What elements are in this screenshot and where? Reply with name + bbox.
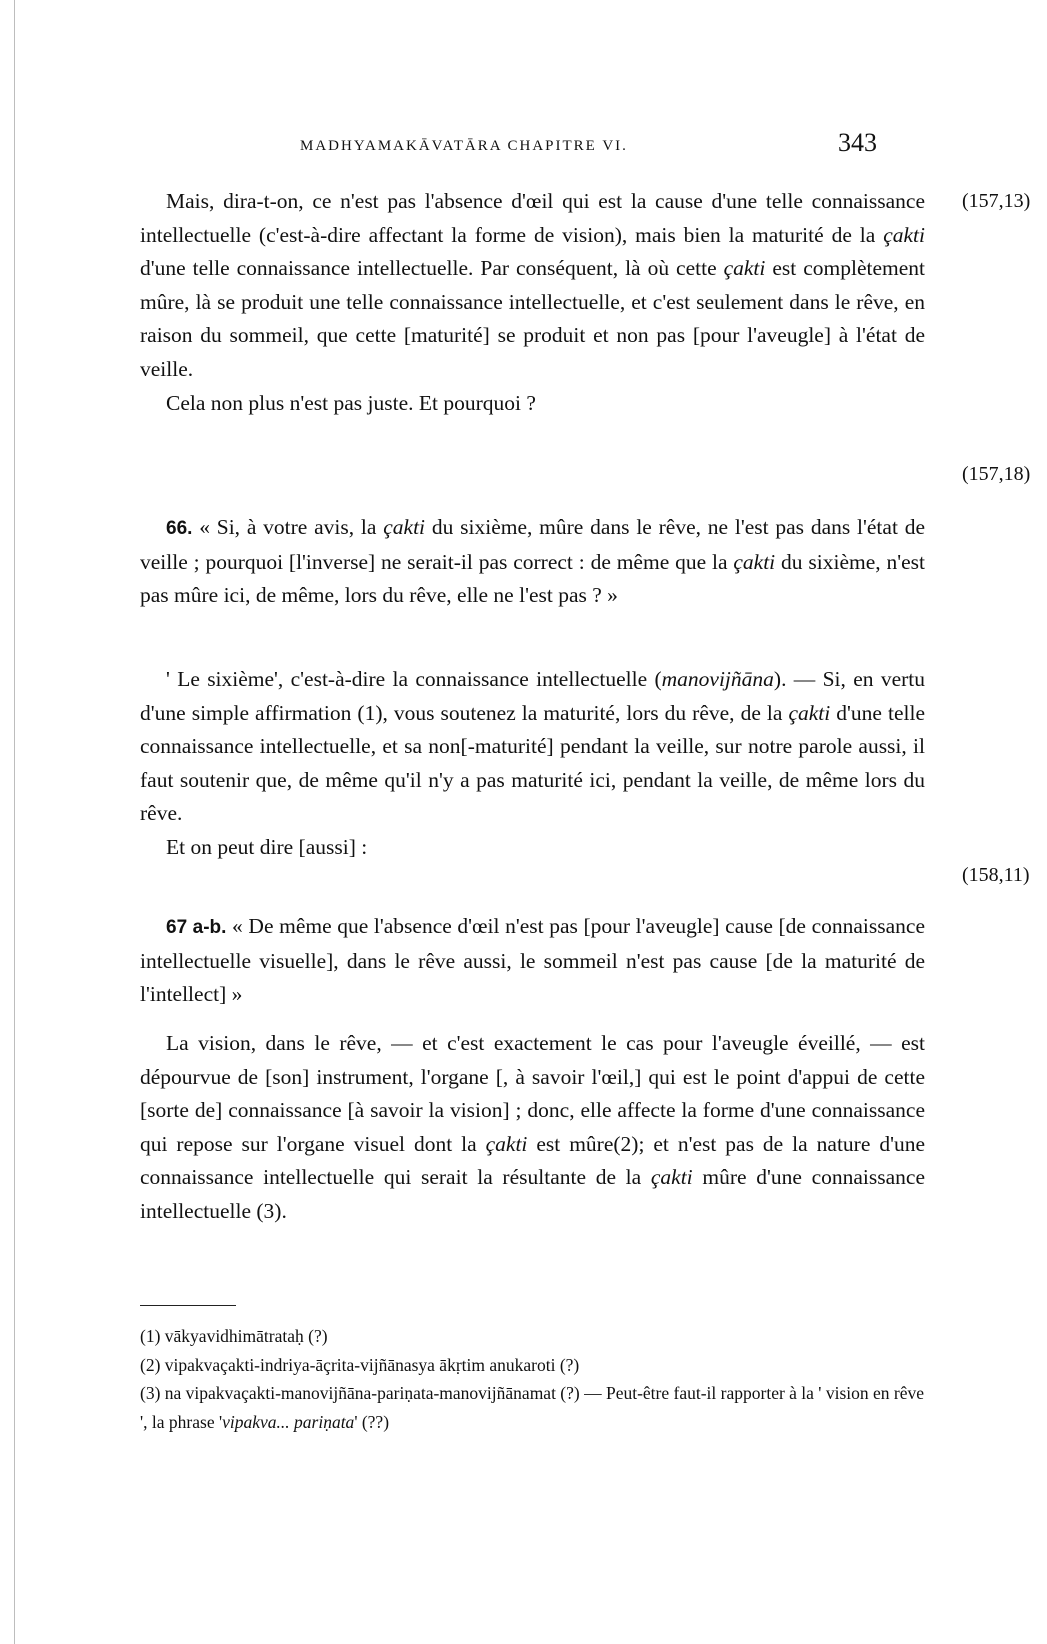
verse-number: 67 a-b. bbox=[166, 917, 227, 938]
page-header bbox=[300, 128, 900, 168]
verse-number: 66. bbox=[166, 518, 193, 539]
verse-67-text bbox=[140, 910, 925, 1012]
margin-ref-2: (157,18) bbox=[962, 463, 1031, 485]
text-block-2 bbox=[140, 663, 925, 865]
paragraph-2: Cela non plus n'est pas juste. Et pourquoi ? bbox=[166, 390, 536, 415]
text-run: La vision, dans le rêve, — et c'est exactement le cas pour l'aveugle éveillé, — est dépourvue de [son] instrument, l'organe [, à savoir l'œil,] qui est le point d'appui de cette [sorte de] connaissance [à savoir la vision] ; donc, elle affecte la forme d'une connaissance qui repose sur l'organe visuel dont la bbox=[140, 1031, 925, 1156]
margin-ref-1: (157,13) bbox=[962, 190, 1031, 212]
text-run: est mûre(2); et n'est pas de la nature d'une connaissance intellectuelle qui serait la résultante de la bbox=[140, 1131, 925, 1190]
text-run: d'une telle connaissance intellectuelle. Par conséquent, là où cette bbox=[140, 256, 724, 281]
text-run: d'une telle connaissance intellectuelle, et sa non[-maturité] pendant la veille, sur notre parole aussi, il faut soutenir que, de même qu'il n'y a pas maturité ici, pendant la veille, de même lors du rêve. bbox=[140, 700, 925, 826]
text-run: Mais, dira-t-on, ce n'est pas l'absence d'œil qui est la cause d'une telle connaissance intellectuelle (c'est-à-dire affectant la forme de vision), mais bien la maturité de la bbox=[140, 189, 925, 247]
italic-term: çakti bbox=[723, 256, 766, 281]
footnote-rule bbox=[140, 1305, 236, 1306]
page-number: 343 bbox=[838, 128, 877, 157]
text-run: (3) na vipakvaçakti-manovijñāna-pariṇata-manovijñānamat (?) — Peut-être faut-il rapporter à la ' vision en rêve ', la phrase ' bbox=[140, 1383, 924, 1432]
italic-term: çakti bbox=[383, 515, 426, 539]
paragraph-3 bbox=[140, 663, 925, 831]
text-run: du sixième, mûre dans le rêve, ne l'est pas dans l'état de veille ; pourquoi [l'inverse] ne serait-il pas correct : de même que la bbox=[140, 515, 925, 574]
text-run: ' Le sixième', c'est-à-dire la connaissance intellectuelle ( bbox=[166, 667, 662, 691]
italic-term: çakti bbox=[788, 700, 831, 725]
verse-67 bbox=[140, 910, 925, 1012]
text-run: mûre d'une connaissance intellectuelle (3). bbox=[140, 1165, 925, 1223]
text-block-1 bbox=[140, 185, 925, 420]
verse-66 bbox=[140, 511, 925, 613]
paragraph-4: Et on peut dire [aussi] : bbox=[166, 834, 368, 859]
italic-term: çakti bbox=[733, 549, 776, 574]
text-run: ). — Si, en vertu d'une simple affirmation (1), vous soutenez la maturité, lors du rêve, de la bbox=[140, 667, 925, 725]
verse-66-text bbox=[140, 511, 925, 613]
italic-term: manovijñāna bbox=[661, 667, 774, 691]
paragraph-1 bbox=[140, 185, 925, 387]
margin-ref-3: (158,11) bbox=[962, 864, 1030, 886]
italic-term: çakti bbox=[650, 1165, 693, 1190]
italic-term: çakti bbox=[883, 222, 925, 247]
text-run: est complètement mûre, là se produit une telle connaissance intellectuelle, et c'est seulement dans le rêve, en raison du sommeil, que cette [maturité] se produit et non pas [pour l'aveugle] à l'état de veille. bbox=[140, 256, 926, 381]
text-run: du sixième, n'est pas mûre ici, de même, lors du rêve, elle ne l'est pas ? » bbox=[140, 549, 925, 608]
footnotes bbox=[140, 1322, 925, 1436]
text-block-3 bbox=[140, 1027, 925, 1229]
italic-term: vipakva... pariṇata bbox=[222, 1411, 355, 1432]
page-edge-line bbox=[14, 0, 15, 1644]
paragraph-5 bbox=[140, 1027, 925, 1229]
text-run: ' (??) bbox=[354, 1411, 390, 1432]
italic-term: çakti bbox=[485, 1131, 528, 1156]
text-run: « Si, à votre avis, la bbox=[192, 515, 384, 539]
footnote-1: (1) vākyavidhimātrataḥ (?) bbox=[140, 1326, 328, 1346]
footnote-3 bbox=[140, 1379, 925, 1436]
text-run: « De même que l'absence d'œil n'est pas [pour l'aveugle] cause [de connaissance intellectuelle visuelle], dans le rêve aussi, le sommeil n'est pas cause [de la maturité de l'intellect] » bbox=[140, 914, 925, 1007]
running-title: MADHYAMAKĀVATĀRA CHAPITRE VI. bbox=[300, 138, 628, 154]
footnote-2: (2) vipakvaçakti-indriya-āçrita-vijñānasya ākṛtim anukaroti (?) bbox=[140, 1354, 580, 1375]
